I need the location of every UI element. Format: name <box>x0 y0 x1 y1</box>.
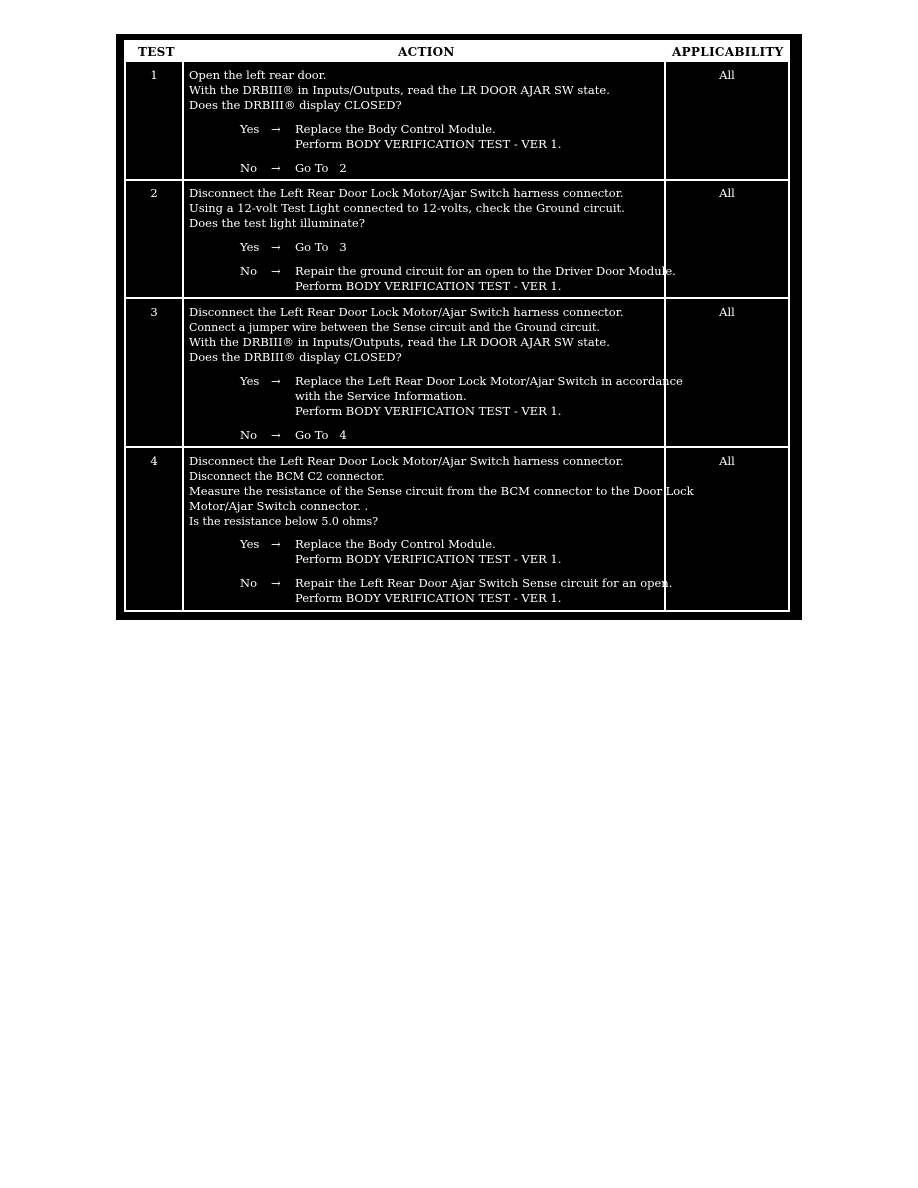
column-divider <box>182 42 184 610</box>
yes-label: Yes <box>240 537 260 551</box>
test-number: 4 <box>150 454 158 468</box>
action-step: Does the test light illuminate? <box>189 216 365 230</box>
table-header <box>126 42 788 62</box>
response-text: Replace the Left Rear Door Lock Motor/Ajar Switch in accordance <box>295 374 683 388</box>
header-action: ACTION <box>398 45 455 59</box>
action-step: Does the DRBIII® display CLOSED? <box>189 350 402 364</box>
no-label: No <box>240 264 257 278</box>
action-step: Does the DRBIII® display CLOSED? <box>189 98 402 112</box>
applicability-value: All <box>719 186 735 200</box>
action-step: Measure the resistance of the Sense circuit from the BCM connector to the Door Lock <box>189 484 694 498</box>
row-divider <box>126 446 788 448</box>
response-text: Perform BODY VERIFICATION TEST - VER 1. <box>295 137 562 151</box>
no-label: No <box>240 576 257 590</box>
action-step: With the DRBIII® in Inputs/Outputs, read the LR DOOR AJAR SW state. <box>189 335 610 349</box>
row-divider <box>126 179 788 181</box>
response-text: Replace the Body Control Module. <box>295 537 496 551</box>
yes-label: Yes <box>240 240 260 254</box>
response-text: Perform BODY VERIFICATION TEST - VER 1. <box>295 591 562 605</box>
diagnostic-table <box>124 40 790 612</box>
arrow-icon: → <box>271 374 281 388</box>
arrow-icon: → <box>271 240 281 254</box>
arrow-icon: → <box>271 576 281 590</box>
response-text: Perform BODY VERIFICATION TEST - VER 1. <box>295 552 562 566</box>
action-step: Using a 12-volt Test Light connected to 12-volts, check the Ground circuit. <box>189 201 625 215</box>
response-text: Go To 4 <box>295 428 347 442</box>
yes-label: Yes <box>240 122 260 136</box>
arrow-icon: → <box>271 428 281 442</box>
response-text: Perform BODY VERIFICATION TEST - VER 1. <box>295 404 562 418</box>
arrow-icon: → <box>271 161 281 175</box>
applicability-value: All <box>719 454 735 468</box>
test-number: 2 <box>150 186 158 200</box>
action-step: Connect a jumper wire between the Sense circuit and the Ground circuit. <box>189 321 600 334</box>
action-step: Disconnect the Left Rear Door Lock Motor/Ajar Switch harness connector. <box>189 186 624 200</box>
header-applicability: APPLICABILITY <box>672 45 784 59</box>
action-step: Disconnect the BCM C2 connector. <box>189 470 385 483</box>
arrow-icon: → <box>271 122 281 136</box>
response-text: Go To 3 <box>295 240 347 254</box>
arrow-icon: → <box>271 264 281 278</box>
response-text: Perform BODY VERIFICATION TEST - VER 1. <box>295 279 562 293</box>
test-number: 3 <box>150 305 158 319</box>
arrow-icon: → <box>271 537 281 551</box>
response-text: Repair the ground circuit for an open to the Driver Door Module. <box>295 264 676 278</box>
no-label: No <box>240 428 257 442</box>
action-step: Is the resistance below 5.0 ohms? <box>189 515 379 528</box>
header-test: TEST <box>138 45 175 59</box>
action-step: Disconnect the Left Rear Door Lock Motor/Ajar Switch harness connector. <box>189 454 624 468</box>
action-step: Open the left rear door. <box>189 68 327 82</box>
column-divider <box>664 42 666 610</box>
no-label: No <box>240 161 257 175</box>
response-text: Replace the Body Control Module. <box>295 122 496 136</box>
action-step: Disconnect the Left Rear Door Lock Motor/Ajar Switch harness connector. <box>189 305 624 319</box>
applicability-value: All <box>719 305 735 319</box>
response-text: Repair the Left Rear Door Ajar Switch Sense circuit for an open. <box>295 576 673 590</box>
response-text: Go To 2 <box>295 161 347 175</box>
applicability-value: All <box>719 68 735 82</box>
test-number: 1 <box>150 68 158 82</box>
action-step: Motor/Ajar Switch connector. . <box>189 499 369 513</box>
yes-label: Yes <box>240 374 260 388</box>
row-divider <box>126 297 788 299</box>
response-text: with the Service Information. <box>295 389 467 403</box>
action-step: With the DRBIII® in Inputs/Outputs, read the LR DOOR AJAR SW state. <box>189 83 610 97</box>
